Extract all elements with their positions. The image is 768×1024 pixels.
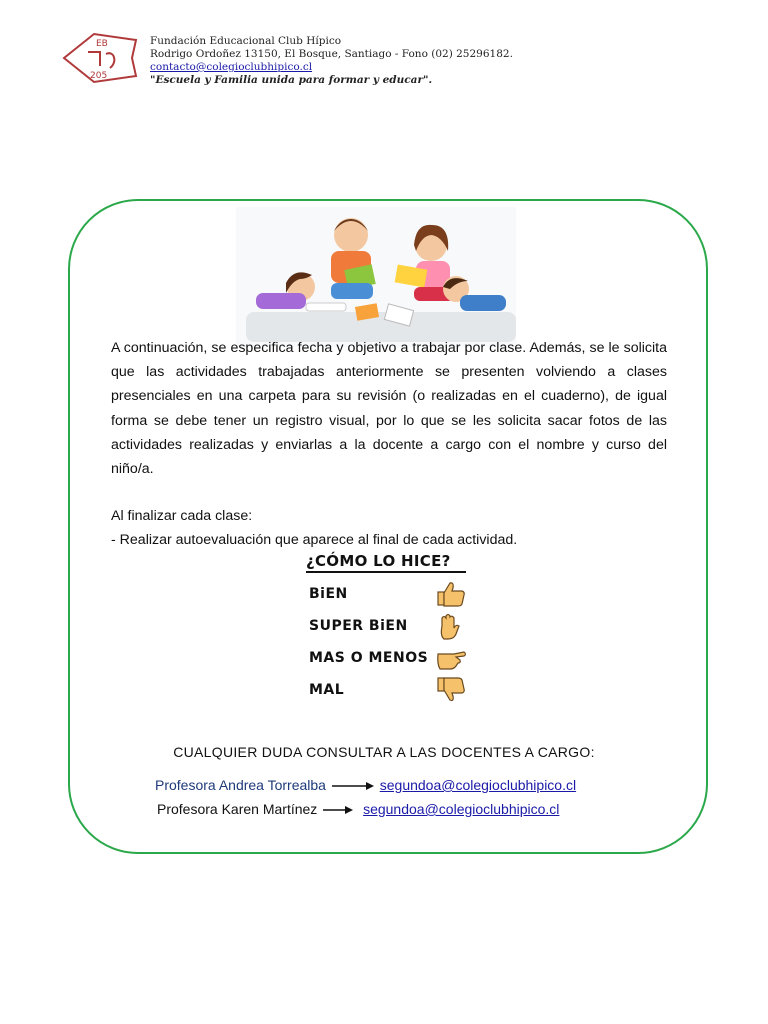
final-line-2: - Realizar autoevaluación que aparece al final de cada actividad. (111, 532, 518, 548)
arrow-right-icon (332, 781, 374, 791)
self-evaluation-box (306, 552, 472, 702)
org-email-link[interactable]: contacto@colegioclubhipico.cl (150, 61, 313, 73)
thumbs-up-icon (434, 580, 468, 608)
teacher-email-link-1[interactable]: segundoa@colegioclubhipico.cl (379, 777, 577, 793)
final-instructions (111, 504, 667, 552)
evaluation-title: ¿CÓMO LO HICE? (306, 552, 466, 573)
teacher-name-1: Profesora Andrea Torrealba (155, 777, 326, 793)
ok-hand-icon (434, 612, 468, 640)
so-so-hand-icon (434, 644, 468, 672)
org-motto: "Escuela y Familia unida para formar y educar". (150, 74, 433, 86)
evaluation-label-super-bien: SUPER BiEN (309, 618, 408, 634)
teacher-row-2 (157, 801, 559, 817)
logo-text-top: EB (96, 39, 108, 49)
evaluation-label-bien: BiEN (309, 586, 348, 602)
logo-text-bottom: 205 (90, 71, 108, 81)
evaluation-label-mas-o-menos: MAS O MENOS (309, 650, 429, 666)
arrow-right-icon (323, 805, 353, 815)
letterhead (150, 35, 513, 87)
teacher-row-1 (155, 777, 576, 793)
teacher-email-link-2[interactable]: segundoa@colegioclubhipico.cl (363, 801, 560, 817)
school-logo (60, 30, 140, 86)
org-address: Rodrigo Ordoñez 13150, El Bosque, Santiago - Fono (02) 25296182. (150, 48, 513, 60)
thumbs-down-icon (434, 676, 468, 704)
kids-illustration (236, 207, 516, 347)
intro-paragraph: A continuación, se especifica fecha y objetivo a trabajar por clase. Además, se le solicita que las actividades trabajadas anteriormente se presenten volviendo a clases presenciales en una carpeta para su revisión (o realizadas en el cuaderno), de igual forma se debe tener un registro visual, por lo que se les solicita sacar fotos de las actividades realizadas y enviarlas a la docente a cargo con el nombre y curso del niño/a. (111, 340, 667, 478)
org-name: Fundación Educacional Club Hípico (150, 35, 342, 47)
evaluation-label-mal: MAL (309, 682, 345, 698)
contact-title: CUALQUIER DUDA CONSULTAR A LAS DOCENTES A CARGO: (173, 744, 595, 760)
teacher-name-2: Profesora Karen Martínez (157, 801, 318, 817)
final-line-1: Al finalizar cada clase: (111, 508, 253, 524)
